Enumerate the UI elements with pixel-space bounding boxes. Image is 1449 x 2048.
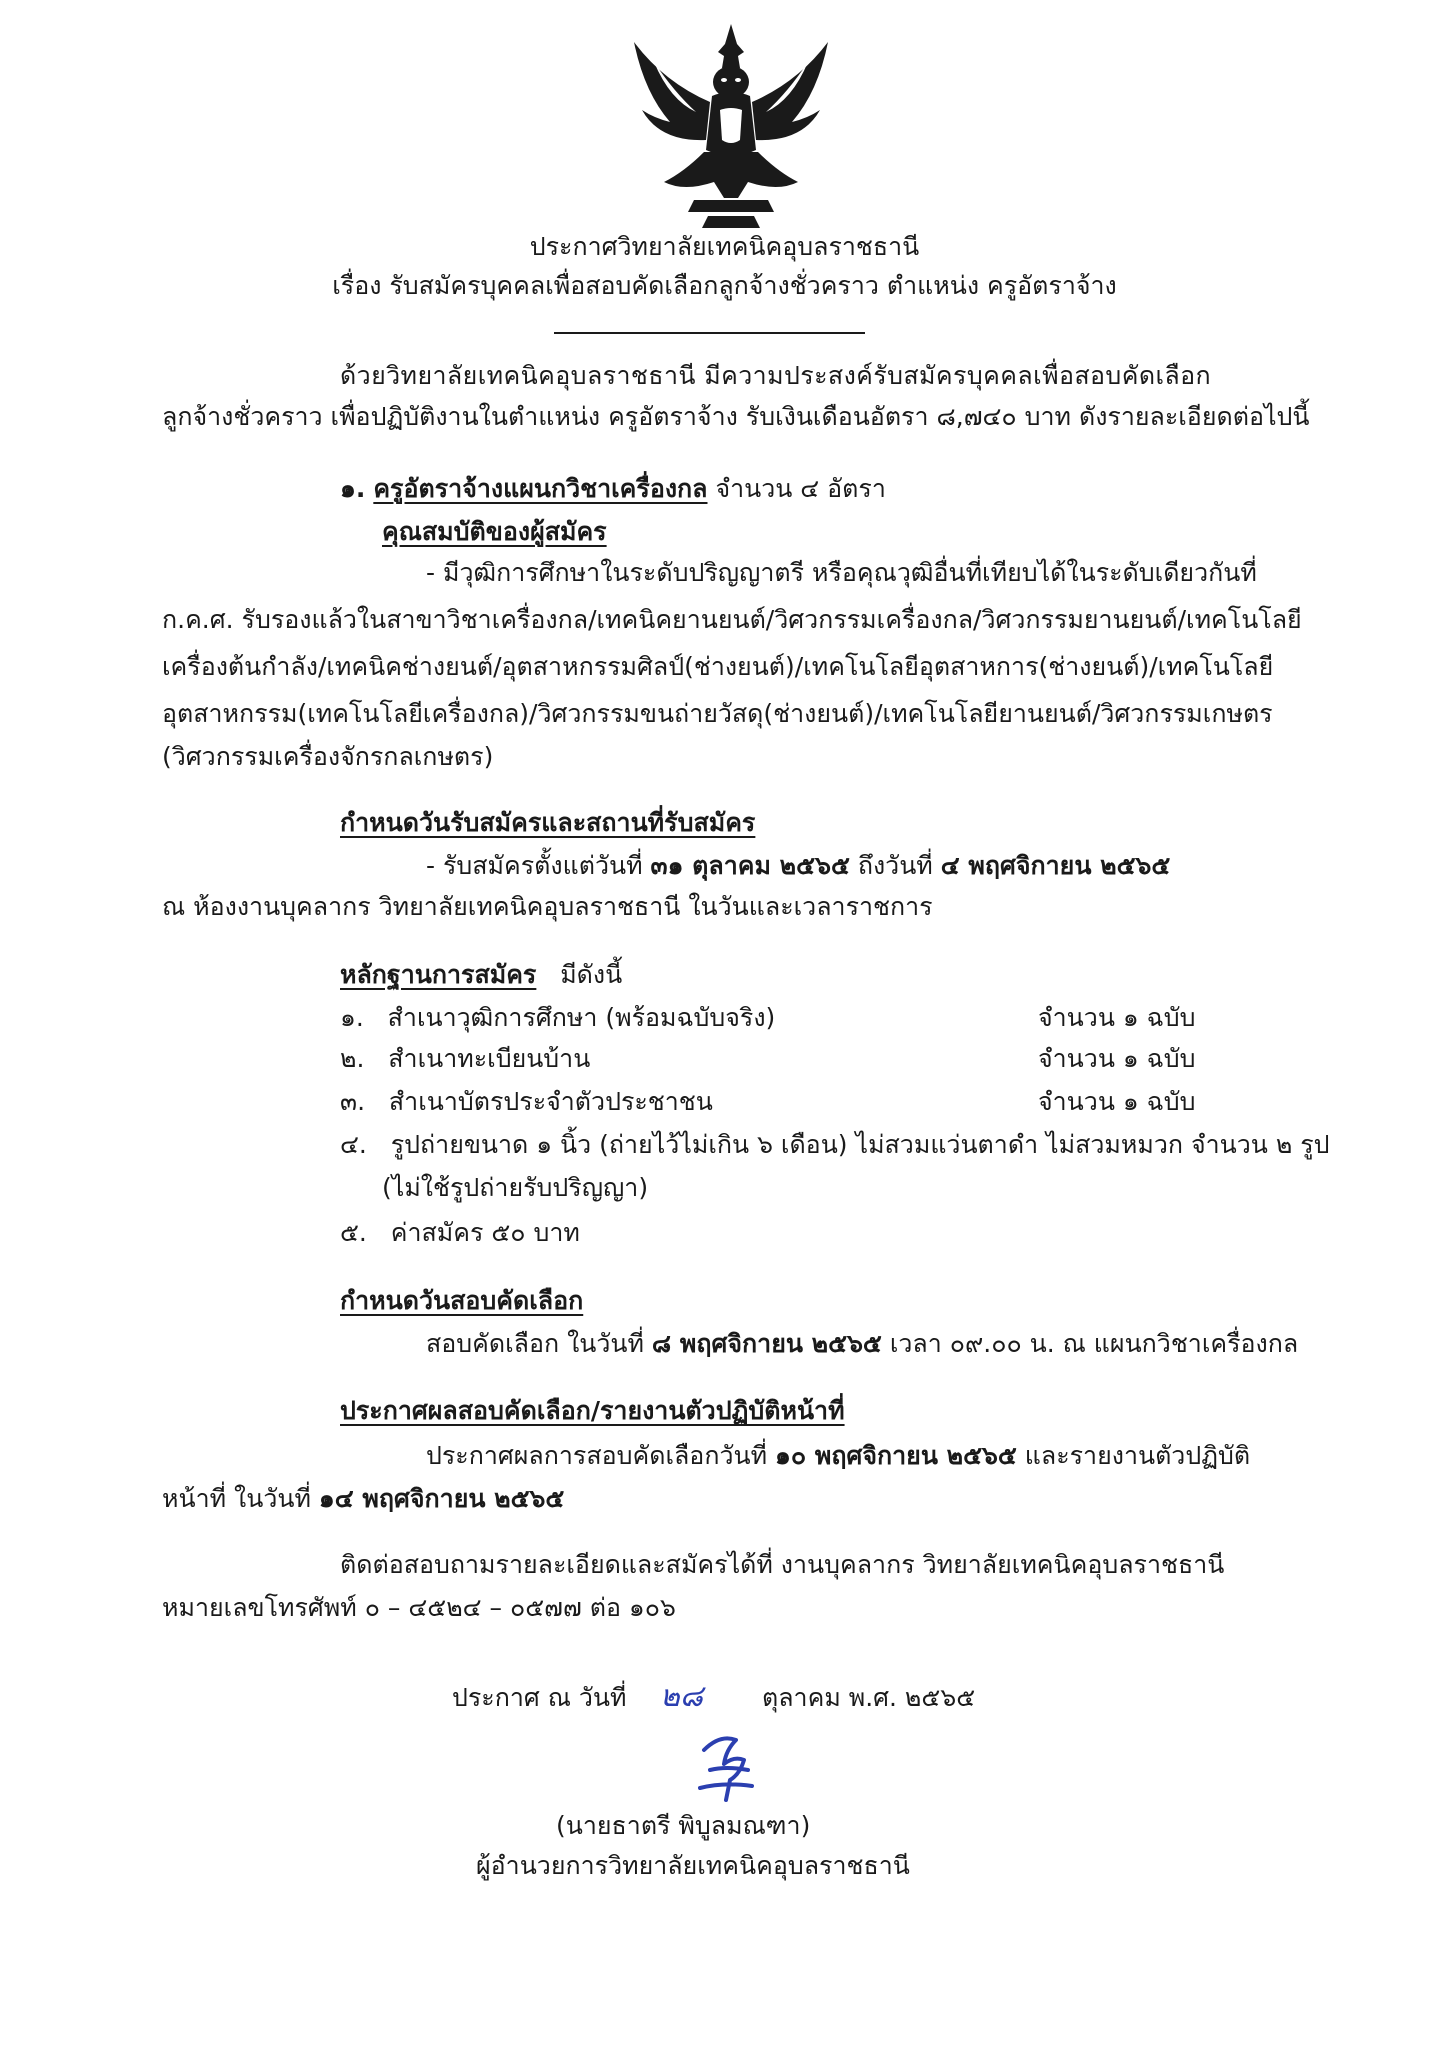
results-prefix: ประกาศผลการสอบคัดเลือกวันที่ <box>426 1441 768 1470</box>
document-item-2-count: จำนวน ๑ ฉบับ <box>1038 1044 1196 1073</box>
results-heading: ประกาศผลสอบคัดเลือก/รายงานตัวปฏิบัติหน้าที่ <box>340 1396 845 1425</box>
application-period-middle: ถึงวันที่ <box>857 851 933 880</box>
documents-heading-suffix: มีดังนี้ <box>560 960 623 989</box>
document-item-2 <box>340 1041 590 1077</box>
document-item-text: สำเนาทะเบียนบ้าน <box>388 1044 591 1073</box>
signature-icon <box>690 1730 762 1808</box>
announcement-date-prefix: ประกาศ ณ วันที่ <box>452 1683 627 1712</box>
documents-heading: หลักฐานการสมัคร <box>340 960 537 989</box>
document-item-number: ๓. <box>340 1087 366 1116</box>
document-item-1 <box>340 1000 775 1036</box>
handwritten-day <box>658 1668 734 1724</box>
document-item-1-count: จำนวน ๑ ฉบับ <box>1038 1003 1196 1032</box>
document-item-3-count: จำนวน ๑ ฉบับ <box>1038 1087 1196 1116</box>
position-number: ๑. <box>340 474 366 503</box>
results-line-1 <box>426 1438 1250 1474</box>
intro-line-1: ด้วยวิทยาลัยเทคนิคอุบลราชธานี มีความประสงค์รับสมัครบุคคลเพื่อสอบคัดเลือก <box>340 361 1212 390</box>
exam-heading: กำหนดวันสอบคัดเลือก <box>340 1286 584 1315</box>
results-line-2 <box>162 1481 564 1517</box>
qualification-line-5: (วิศวกรรมเครื่องจักรกลเกษตร) <box>162 742 494 771</box>
exam-date: ๘ พฤศจิกายน ๒๕๖๕ <box>651 1329 882 1358</box>
document-item-4 <box>340 1127 1330 1163</box>
qualification-line-3: เครื่องต้นกำลัง/เทคนิคช่างยนต์/อุตสาหกรรมศิลป์(ช่างยนต์)/เทคโนโลยีอุตสาหการ(ช่างยนต์)/เทคโนโลยี <box>162 652 1274 681</box>
document-item-number: ๔. <box>340 1130 367 1159</box>
document-item-number: ๕. <box>340 1218 367 1247</box>
garuda-emblem-icon <box>624 22 838 234</box>
contact-phone: หมายเลขโทรศัพท์ ๐ – ๔๕๒๔ – ๐๕๗๗ ต่อ ๑๐๖ <box>162 1593 676 1622</box>
exam-suffix: เวลา ๐๙.๐๐ น. ณ แผนกวิชาเครื่องกล <box>889 1329 1299 1358</box>
position-line <box>340 471 886 507</box>
announcement-title: ประกาศวิทยาลัยเทคนิคอุบลราชธานี <box>529 232 920 261</box>
position-name: ครูอัตราจ้างแผนกวิชาเครื่องกล <box>373 474 708 503</box>
announcement-subject: เรื่อง รับสมัครบุคคลเพื่อสอบคัดเลือกลูกจ้างชั่วคราว ตำแหน่ง ครูอัตราจ้าง <box>332 271 1117 300</box>
qualification-line-2: ก.ค.ศ. รับรองแล้วในสาขาวิชาเครื่องกล/เทคนิคยานยนต์/วิศวกรรมเครื่องกล/วิศวกรรมยานยนต์/เทคโนโลยี <box>162 605 1302 634</box>
application-period-line <box>426 848 1170 884</box>
document-item-text: รูปถ่ายขนาด ๑ นิ้ว (ถ่ายไว้ไม่เกิน ๖ เดือน) ไม่สวมแว่นตาดำ ไม่สวมหมวก จำนวน ๒ รูป <box>390 1130 1330 1159</box>
announcement-month-year: ตุลาคม พ.ศ. ๒๕๖๕ <box>762 1683 976 1712</box>
results-suffix: และรายงานตัวปฏิบัติ <box>1024 1441 1251 1470</box>
document-item-text: สำเนาบัตรประจำตัวประชาชน <box>388 1087 713 1116</box>
document-item-text: สำเนาวุฒิการศึกษา (พร้อมฉบับจริง) <box>387 1003 776 1032</box>
qualification-line-1: - มีวุฒิการศึกษาในระดับปริญญาตรี หรือคุณวุฒิอื่นที่เทียบได้ในระดับเดียวกันที่ <box>426 558 1257 587</box>
results-line2-prefix: หน้าที่ ในวันที่ <box>162 1484 311 1513</box>
report-date: ๑๔ พฤศจิกายน ๒๕๖๕ <box>318 1484 565 1513</box>
document-item-4-note: (ไม่ใช้รูปถ่ายรับปริญญา) <box>382 1173 649 1202</box>
document-item-text: ค่าสมัคร ๕๐ บาท <box>390 1218 580 1247</box>
position-count: จำนวน ๔ อัตรา <box>715 474 886 503</box>
document-item-3 <box>340 1084 713 1120</box>
application-period-heading: กำหนดวันรับสมัครและสถานที่รับสมัคร <box>340 808 756 837</box>
exam-line <box>426 1326 1298 1362</box>
qualifications-heading: คุณสมบัติของผู้สมัคร <box>382 517 607 546</box>
signatory-title: ผู้อำนวยการวิทยาลัยเทคนิคอุบลราชธานี <box>476 1851 910 1880</box>
document-item-5 <box>340 1215 580 1251</box>
contact-line-1: ติดต่อสอบถามรายละเอียดและสมัครได้ที่ งานบุคลากร วิทยาลัยเทคนิคอุบลราชธานี <box>340 1550 1225 1579</box>
application-start-date: ๓๑ ตุลาคม ๒๕๖๕ <box>650 851 850 880</box>
documents-heading-line <box>340 957 622 993</box>
application-end-date: ๔ พฤศจิกายน ๒๕๖๕ <box>940 851 1171 880</box>
application-location: ณ ห้องงานบุคลากร วิทยาลัยเทคนิคอุบลราชธานี ในวันและเวลาราชการ <box>162 892 933 921</box>
exam-prefix: สอบคัดเลือก ในวันที่ <box>426 1329 644 1358</box>
results-date: ๑๐ พฤศจิกายน ๒๕๖๕ <box>775 1441 1017 1470</box>
application-period-prefix: - รับสมัครตั้งแต่วันที่ <box>426 851 643 880</box>
document-item-number: ๑. <box>340 1003 364 1032</box>
document-item-number: ๒. <box>340 1044 365 1073</box>
qualification-line-4: อุตสาหกรรม(เทคโนโลยีเครื่องกล)/วิศวกรรมขนถ่ายวัสดุ(ช่างยนต์)/เทคโนโลยียานยนต์/วิศวกรรมเกษตร <box>162 699 1273 728</box>
signatory-name: (นายธาตรี พิบูลมณฑา) <box>556 1811 811 1840</box>
handwritten-day-text: ๒๘ <box>660 1679 703 1714</box>
title-divider <box>554 332 865 334</box>
intro-line-2: ลูกจ้างชั่วคราว เพื่อปฏิบัติงานในตำแหน่ง ครูอัตราจ้าง รับเงินเดือนอัตรา ๘,๗๔๐ บาท ดังรายละเอียดต่อไปนี้ <box>162 402 1310 431</box>
